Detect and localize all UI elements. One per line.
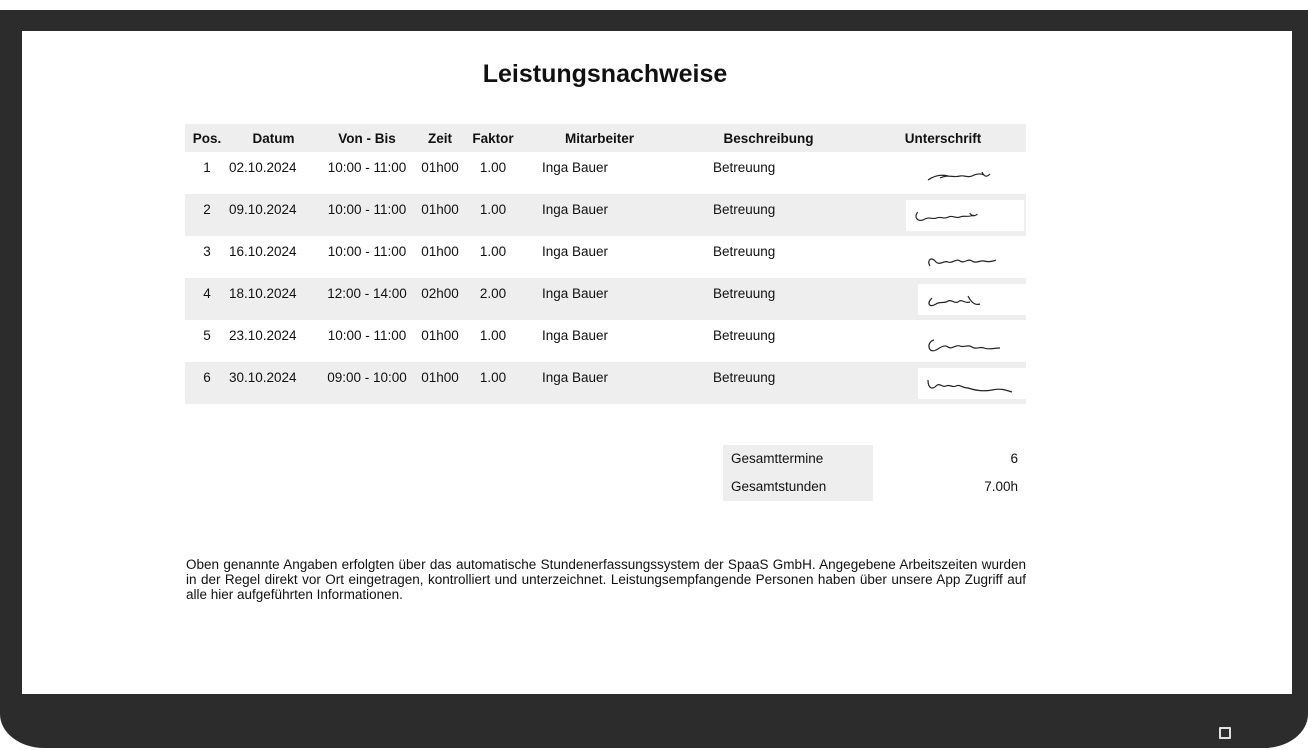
cell-von-bis: 10:00 - 11:00 <box>327 160 407 175</box>
gesamttermine-label: Gesamttermine <box>723 445 873 473</box>
cell-datum: 16.10.2024 <box>229 244 297 259</box>
cell-zeit: 01h00 <box>421 160 459 175</box>
signature-image <box>918 242 1032 273</box>
gesamttermine-value: 6 <box>1010 451 1018 466</box>
table-row <box>185 236 1026 278</box>
summary-row-gesamtstunden <box>723 473 1026 501</box>
table-header-row <box>185 124 1026 152</box>
cell-beschreibung: Betreuung <box>713 370 776 385</box>
cell-pos: 4 <box>203 286 211 301</box>
signature-image <box>918 368 1032 399</box>
cell-datum: 09.10.2024 <box>229 202 297 217</box>
cell-faktor: 1.00 <box>479 160 507 175</box>
cell-zeit: 01h00 <box>421 244 459 259</box>
cell-faktor: 1.00 <box>479 328 507 343</box>
table-row <box>185 320 1026 362</box>
page-title: Leistungsnachweise <box>482 60 728 88</box>
cell-zeit: 01h00 <box>421 328 459 343</box>
cell-faktor: 1.00 <box>479 370 507 385</box>
table-row <box>185 362 1026 404</box>
cell-pos: 5 <box>203 328 211 343</box>
cell-von-bis: 10:00 - 11:00 <box>327 328 407 343</box>
cell-beschreibung: Betreuung <box>713 286 776 301</box>
cell-mitarbeiter: Inga Bauer <box>542 328 609 343</box>
cell-zeit: 01h00 <box>421 202 459 217</box>
header-beschreibung: Beschreibung <box>677 124 860 152</box>
header-datum: Datum <box>229 124 318 152</box>
header-zeit: Zeit <box>416 124 464 152</box>
cell-mitarbeiter: Inga Bauer <box>542 160 609 175</box>
cell-beschreibung: Betreuung <box>713 244 776 259</box>
cell-faktor: 2.00 <box>479 286 507 301</box>
cell-beschreibung: Betreuung <box>713 328 776 343</box>
cell-zeit: 02h00 <box>421 286 459 301</box>
signature-image <box>918 158 1032 189</box>
cell-von-bis: 12:00 - 14:00 <box>327 286 407 301</box>
header-unterschrift: Unterschrift <box>860 124 1026 152</box>
cell-datum: 30.10.2024 <box>229 370 297 385</box>
cell-datum: 18.10.2024 <box>229 286 297 301</box>
signature-image <box>918 284 1032 315</box>
cell-pos: 3 <box>203 244 211 259</box>
cell-mitarbeiter: Inga Bauer <box>542 244 609 259</box>
services-table <box>185 124 1026 404</box>
cell-datum: 23.10.2024 <box>229 328 297 343</box>
cell-von-bis: 10:00 - 11:00 <box>327 244 407 259</box>
table-row <box>185 278 1026 320</box>
cell-pos: 2 <box>203 202 211 217</box>
cell-pos: 6 <box>203 370 211 385</box>
footer-note: Oben genannte Angaben erfolgten über das automatische Stundenerfassungssystem der SpaaS GmbH. Angegebene Arbeitszeiten wurden in der Regel direkt vor Ort eingetragen, kontrolliert und unterzeichnet. Leistungsempfangende Personen haben über unsere App Zugriff auf alle hier aufgeführten Informationen. <box>186 557 1026 602</box>
table-row <box>185 194 1026 236</box>
summary-box <box>723 445 1026 501</box>
header-mitarbeiter: Mitarbeiter <box>522 124 677 152</box>
cell-pos: 1 <box>203 160 211 175</box>
cell-beschreibung: Betreuung <box>713 202 776 217</box>
signature-image <box>918 326 1032 357</box>
cell-von-bis: 10:00 - 11:00 <box>327 202 407 217</box>
cell-von-bis: 09:00 - 10:00 <box>327 370 407 385</box>
table-row <box>185 152 1026 194</box>
cell-mitarbeiter: Inga Bauer <box>542 286 609 301</box>
square-home-icon[interactable] <box>1219 727 1231 739</box>
cell-faktor: 1.00 <box>479 244 507 259</box>
cell-mitarbeiter: Inga Bauer <box>542 370 609 385</box>
header-von-bis: Von - Bis <box>318 124 416 152</box>
gesamtstunden-label: Gesamtstunden <box>723 473 873 501</box>
cell-beschreibung: Betreuung <box>713 160 776 175</box>
summary-row-gesamttermine <box>723 445 1026 473</box>
gesamtstunden-value: 7.00h <box>984 479 1018 494</box>
header-faktor: Faktor <box>464 124 522 152</box>
signature-image <box>906 200 1024 231</box>
cell-zeit: 01h00 <box>421 370 459 385</box>
cell-mitarbeiter: Inga Bauer <box>542 202 609 217</box>
cell-faktor: 1.00 <box>479 202 507 217</box>
header-pos: Pos. <box>185 124 229 152</box>
cell-datum: 02.10.2024 <box>229 160 297 175</box>
